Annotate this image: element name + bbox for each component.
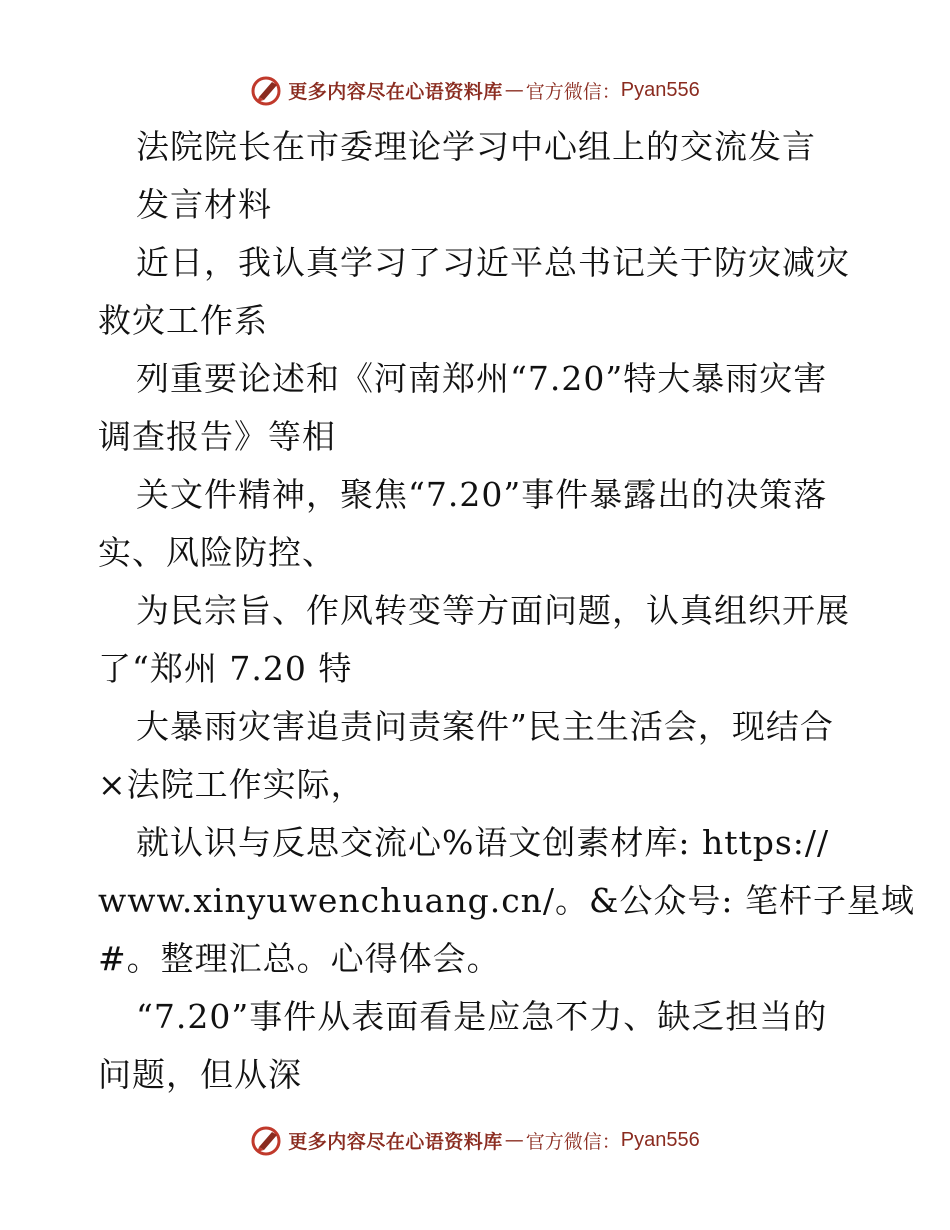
promo-text: 更多内容尽在心语资料库 [288,80,503,103]
text-line: 关文件精神，聚焦“7.20”事件暴露出的决策落 [136,475,828,514]
text-line: “7.20”事件从表面看是应急不力、缺乏担当的 [136,997,828,1036]
wechat-label: 官方微信： [525,80,621,103]
text-line: 问题，但从深 [98,1055,302,1094]
text-line: 救灾工作系 [98,301,268,340]
text-line: 为民宗旨、作风转变等方面问题，认真组织开展 [136,591,850,630]
document-body [98,118,916,1104]
text-line: 近日，我认真学习了习近平总书记关于防灾减灾 [136,243,850,282]
wechat-id: Pyan556 [620,78,700,101]
promo-separator: — [504,79,524,101]
wechat-id: Pyan556 [620,1128,700,1151]
text-line: 列重要论述和《河南郑州“7.20”特大暴雨灾害 [136,359,828,398]
text-line: 调查报告》等相 [98,417,336,456]
text-line: 了“郑州 7.20 特 [98,649,353,688]
document-subtitle: 发言材料 [136,185,272,224]
pen-logo-icon [250,73,284,107]
text-line: ×法院工作实际， [98,765,365,804]
promo-text: 更多内容尽在心语资料库 [288,1130,503,1153]
text-line: 大暴雨灾害追责问责案件”民主生活会，现结合 [136,707,834,746]
document-title: 法院院长在市委理论学习中心组上的交流发言 [136,127,816,166]
wechat-label: 官方微信： [525,1130,621,1153]
footer-promo-banner [0,1120,950,1160]
text-line: 实、风险防控、 [98,533,336,572]
pen-logo-icon [250,1123,284,1157]
text-line: #。整理汇总。心得体会。 [98,939,501,978]
text-line: 就认识与反思交流心%语文创素材库: https:// [136,823,830,862]
text-line: www.xinyuwenchuang.cn/。&公众号: 笔杆子星域 [98,881,916,920]
promo-separator: — [504,1129,524,1151]
header-promo-banner [0,70,950,110]
